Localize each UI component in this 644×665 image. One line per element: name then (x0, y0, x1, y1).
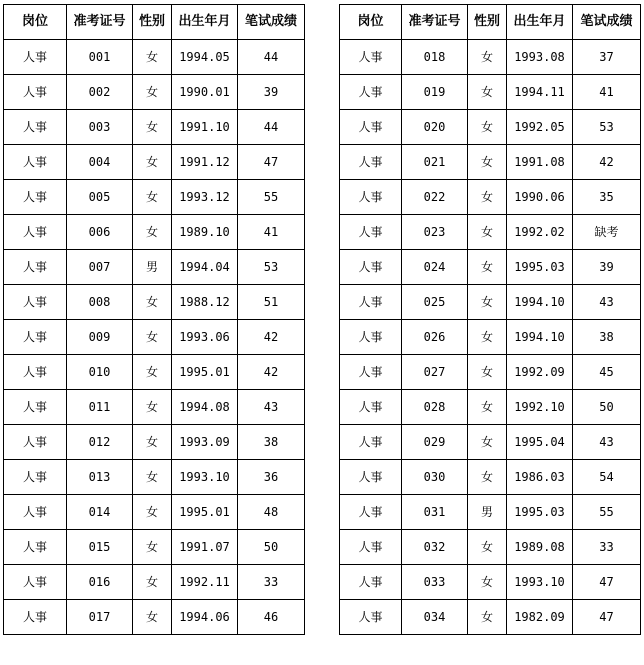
table-row (340, 75, 641, 110)
cell-birth: 1993.10 (507, 565, 573, 600)
cell-exam-id: 023 (402, 215, 468, 250)
cell-gender: 女 (468, 75, 507, 110)
cell-exam-id: 019 (402, 75, 468, 110)
cell-exam-id: 011 (67, 390, 133, 425)
cell-gender: 女 (468, 425, 507, 460)
table-row (340, 460, 641, 495)
cell-birth: 1994.08 (172, 390, 238, 425)
cell-score: 42 (573, 145, 641, 180)
table-row (340, 40, 641, 75)
table-row (340, 180, 641, 215)
cell-exam-id: 033 (402, 565, 468, 600)
header-birth: 出生年月 (172, 5, 238, 40)
table-row (4, 600, 305, 635)
cell-birth: 1991.08 (507, 145, 573, 180)
cell-exam-id: 028 (402, 390, 468, 425)
cell-gender: 女 (468, 40, 507, 75)
table-row (4, 425, 305, 460)
cell-birth: 1994.06 (172, 600, 238, 635)
cell-position: 人事 (4, 460, 67, 495)
cell-birth: 1993.08 (507, 40, 573, 75)
table-row (340, 215, 641, 250)
score-table-right (339, 4, 641, 635)
cell-score: 42 (238, 355, 305, 390)
cell-position: 人事 (340, 425, 402, 460)
cell-score: 50 (238, 530, 305, 565)
cell-position: 人事 (340, 285, 402, 320)
cell-exam-id: 031 (402, 495, 468, 530)
cell-birth: 1991.12 (172, 145, 238, 180)
cell-score: 46 (238, 600, 305, 635)
table-row (4, 285, 305, 320)
cell-exam-id: 002 (67, 75, 133, 110)
table-row (4, 565, 305, 600)
cell-position: 人事 (4, 215, 67, 250)
cell-gender: 女 (468, 355, 507, 390)
header-exam-id: 准考证号 (67, 5, 133, 40)
cell-position: 人事 (4, 40, 67, 75)
table-row (4, 180, 305, 215)
cell-exam-id: 004 (67, 145, 133, 180)
cell-position: 人事 (340, 40, 402, 75)
cell-position: 人事 (4, 180, 67, 215)
cell-gender: 女 (133, 355, 172, 390)
cell-score: 45 (573, 355, 641, 390)
cell-birth: 1994.10 (507, 320, 573, 355)
cell-position: 人事 (4, 565, 67, 600)
cell-birth: 1993.12 (172, 180, 238, 215)
cell-position: 人事 (4, 145, 67, 180)
cell-gender: 女 (133, 460, 172, 495)
header-row (340, 5, 641, 40)
cell-gender: 女 (133, 530, 172, 565)
cell-exam-id: 025 (402, 285, 468, 320)
cell-birth: 1994.05 (172, 40, 238, 75)
cell-score: 41 (238, 215, 305, 250)
table-row (340, 355, 641, 390)
cell-score: 53 (238, 250, 305, 285)
cell-birth: 1992.05 (507, 110, 573, 145)
table-row (4, 110, 305, 145)
cell-position: 人事 (340, 565, 402, 600)
cell-gender: 女 (133, 145, 172, 180)
cell-exam-id: 012 (67, 425, 133, 460)
table-row (4, 495, 305, 530)
cell-exam-id: 032 (402, 530, 468, 565)
cell-position: 人事 (4, 250, 67, 285)
cell-position: 人事 (340, 495, 402, 530)
cell-position: 人事 (4, 425, 67, 460)
score-table-left (3, 4, 305, 635)
cell-birth: 1989.08 (507, 530, 573, 565)
cell-exam-id: 017 (67, 600, 133, 635)
cell-score: 44 (238, 110, 305, 145)
cell-score: 35 (573, 180, 641, 215)
table-row (340, 565, 641, 600)
cell-position: 人事 (4, 600, 67, 635)
header-gender: 性别 (468, 5, 507, 40)
cell-gender: 女 (133, 215, 172, 250)
cell-position: 人事 (340, 460, 402, 495)
cell-exam-id: 024 (402, 250, 468, 285)
cell-gender: 女 (468, 285, 507, 320)
cell-score: 37 (573, 40, 641, 75)
cell-score: 47 (573, 565, 641, 600)
table-row (340, 145, 641, 180)
header-score: 笔试成绩 (238, 5, 305, 40)
cell-score: 44 (238, 40, 305, 75)
cell-gender: 女 (133, 320, 172, 355)
cell-position: 人事 (4, 285, 67, 320)
header-exam-id: 准考证号 (402, 5, 468, 40)
cell-exam-id: 015 (67, 530, 133, 565)
cell-score: 36 (238, 460, 305, 495)
cell-birth: 1991.10 (172, 110, 238, 145)
header-row (4, 5, 305, 40)
cell-score: 47 (573, 600, 641, 635)
table-row (340, 495, 641, 530)
cell-exam-id: 022 (402, 180, 468, 215)
cell-score: 33 (573, 530, 641, 565)
cell-birth: 1986.03 (507, 460, 573, 495)
cell-birth: 1992.10 (507, 390, 573, 425)
cell-gender: 女 (468, 565, 507, 600)
cell-exam-id: 013 (67, 460, 133, 495)
cell-exam-id: 008 (67, 285, 133, 320)
cell-gender: 女 (468, 530, 507, 565)
cell-birth: 1995.01 (172, 355, 238, 390)
cell-gender: 女 (468, 110, 507, 145)
cell-score: 39 (573, 250, 641, 285)
cell-exam-id: 009 (67, 320, 133, 355)
cell-gender: 女 (133, 40, 172, 75)
cell-gender: 女 (133, 180, 172, 215)
cell-score: 54 (573, 460, 641, 495)
cell-exam-id: 016 (67, 565, 133, 600)
cell-birth: 1993.10 (172, 460, 238, 495)
table-row (340, 425, 641, 460)
cell-exam-id: 003 (67, 110, 133, 145)
cell-exam-id: 034 (402, 600, 468, 635)
cell-birth: 1992.02 (507, 215, 573, 250)
cell-gender: 女 (133, 565, 172, 600)
cell-position: 人事 (340, 215, 402, 250)
cell-exam-id: 005 (67, 180, 133, 215)
cell-score: 38 (238, 425, 305, 460)
table-row (4, 250, 305, 285)
cell-score: 41 (573, 75, 641, 110)
cell-position: 人事 (340, 145, 402, 180)
cell-score: 43 (573, 285, 641, 320)
cell-exam-id: 010 (67, 355, 133, 390)
cell-gender: 男 (133, 250, 172, 285)
cell-birth: 1994.04 (172, 250, 238, 285)
header-position: 岗位 (340, 5, 402, 40)
cell-birth: 1993.06 (172, 320, 238, 355)
cell-exam-id: 007 (67, 250, 133, 285)
cell-birth: 1995.01 (172, 495, 238, 530)
table-body-right (340, 40, 641, 635)
cell-score: 51 (238, 285, 305, 320)
cell-exam-id: 030 (402, 460, 468, 495)
table-row (340, 320, 641, 355)
cell-exam-id: 014 (67, 495, 133, 530)
table-row (4, 145, 305, 180)
cell-position: 人事 (4, 355, 67, 390)
cell-position: 人事 (4, 110, 67, 145)
cell-position: 人事 (340, 600, 402, 635)
cell-score: 47 (238, 145, 305, 180)
cell-gender: 女 (133, 75, 172, 110)
cell-gender: 女 (468, 250, 507, 285)
cell-birth: 1995.04 (507, 425, 573, 460)
table-row (4, 355, 305, 390)
cell-gender: 女 (468, 145, 507, 180)
cell-birth: 1993.09 (172, 425, 238, 460)
cell-birth: 1989.10 (172, 215, 238, 250)
cell-position: 人事 (340, 110, 402, 145)
table-row (4, 75, 305, 110)
table-body-left (4, 40, 305, 635)
cell-position: 人事 (340, 75, 402, 110)
table-row (340, 250, 641, 285)
cell-score: 55 (238, 180, 305, 215)
cell-score: 42 (238, 320, 305, 355)
cell-exam-id: 001 (67, 40, 133, 75)
cell-score: 缺考 (573, 215, 641, 250)
cell-position: 人事 (4, 530, 67, 565)
table-row (340, 600, 641, 635)
cell-score: 53 (573, 110, 641, 145)
table-row (4, 320, 305, 355)
cell-position: 人事 (340, 530, 402, 565)
cell-birth: 1992.09 (507, 355, 573, 390)
table-row (340, 390, 641, 425)
cell-gender: 男 (468, 495, 507, 530)
cell-exam-id: 026 (402, 320, 468, 355)
cell-score: 55 (573, 495, 641, 530)
cell-gender: 女 (468, 215, 507, 250)
cell-birth: 1994.10 (507, 285, 573, 320)
cell-position: 人事 (4, 320, 67, 355)
cell-score: 33 (238, 565, 305, 600)
cell-gender: 女 (468, 320, 507, 355)
cell-birth: 1990.06 (507, 180, 573, 215)
cell-birth: 1995.03 (507, 250, 573, 285)
cell-exam-id: 021 (402, 145, 468, 180)
header-gender: 性别 (133, 5, 172, 40)
cell-score: 43 (238, 390, 305, 425)
cell-position: 人事 (4, 390, 67, 425)
cell-birth: 1982.09 (507, 600, 573, 635)
cell-birth: 1995.03 (507, 495, 573, 530)
cell-position: 人事 (340, 320, 402, 355)
cell-position: 人事 (340, 355, 402, 390)
cell-gender: 女 (468, 390, 507, 425)
cell-gender: 女 (133, 285, 172, 320)
header-score: 笔试成绩 (573, 5, 641, 40)
table-row (340, 285, 641, 320)
table-row (4, 215, 305, 250)
table-row (340, 110, 641, 145)
cell-gender: 女 (133, 110, 172, 145)
cell-score: 43 (573, 425, 641, 460)
cell-gender: 女 (468, 600, 507, 635)
cell-exam-id: 027 (402, 355, 468, 390)
cell-exam-id: 006 (67, 215, 133, 250)
cell-birth: 1990.01 (172, 75, 238, 110)
cell-gender: 女 (133, 425, 172, 460)
cell-position: 人事 (340, 390, 402, 425)
cell-score: 48 (238, 495, 305, 530)
cell-gender: 女 (133, 390, 172, 425)
cell-gender: 女 (133, 495, 172, 530)
cell-exam-id: 020 (402, 110, 468, 145)
cell-position: 人事 (4, 495, 67, 530)
cell-exam-id: 029 (402, 425, 468, 460)
cell-birth: 1992.11 (172, 565, 238, 600)
table-row (4, 460, 305, 495)
cell-score: 39 (238, 75, 305, 110)
table-row (4, 530, 305, 565)
cell-position: 人事 (340, 250, 402, 285)
cell-score: 38 (573, 320, 641, 355)
cell-birth: 1991.07 (172, 530, 238, 565)
header-position: 岗位 (4, 5, 67, 40)
table-row (4, 40, 305, 75)
cell-position: 人事 (4, 75, 67, 110)
cell-exam-id: 018 (402, 40, 468, 75)
cell-score: 50 (573, 390, 641, 425)
header-birth: 出生年月 (507, 5, 573, 40)
table-row (340, 530, 641, 565)
cell-birth: 1988.12 (172, 285, 238, 320)
cell-position: 人事 (340, 180, 402, 215)
cell-gender: 女 (133, 600, 172, 635)
cell-gender: 女 (468, 460, 507, 495)
cell-gender: 女 (468, 180, 507, 215)
cell-birth: 1994.11 (507, 75, 573, 110)
table-row (4, 390, 305, 425)
